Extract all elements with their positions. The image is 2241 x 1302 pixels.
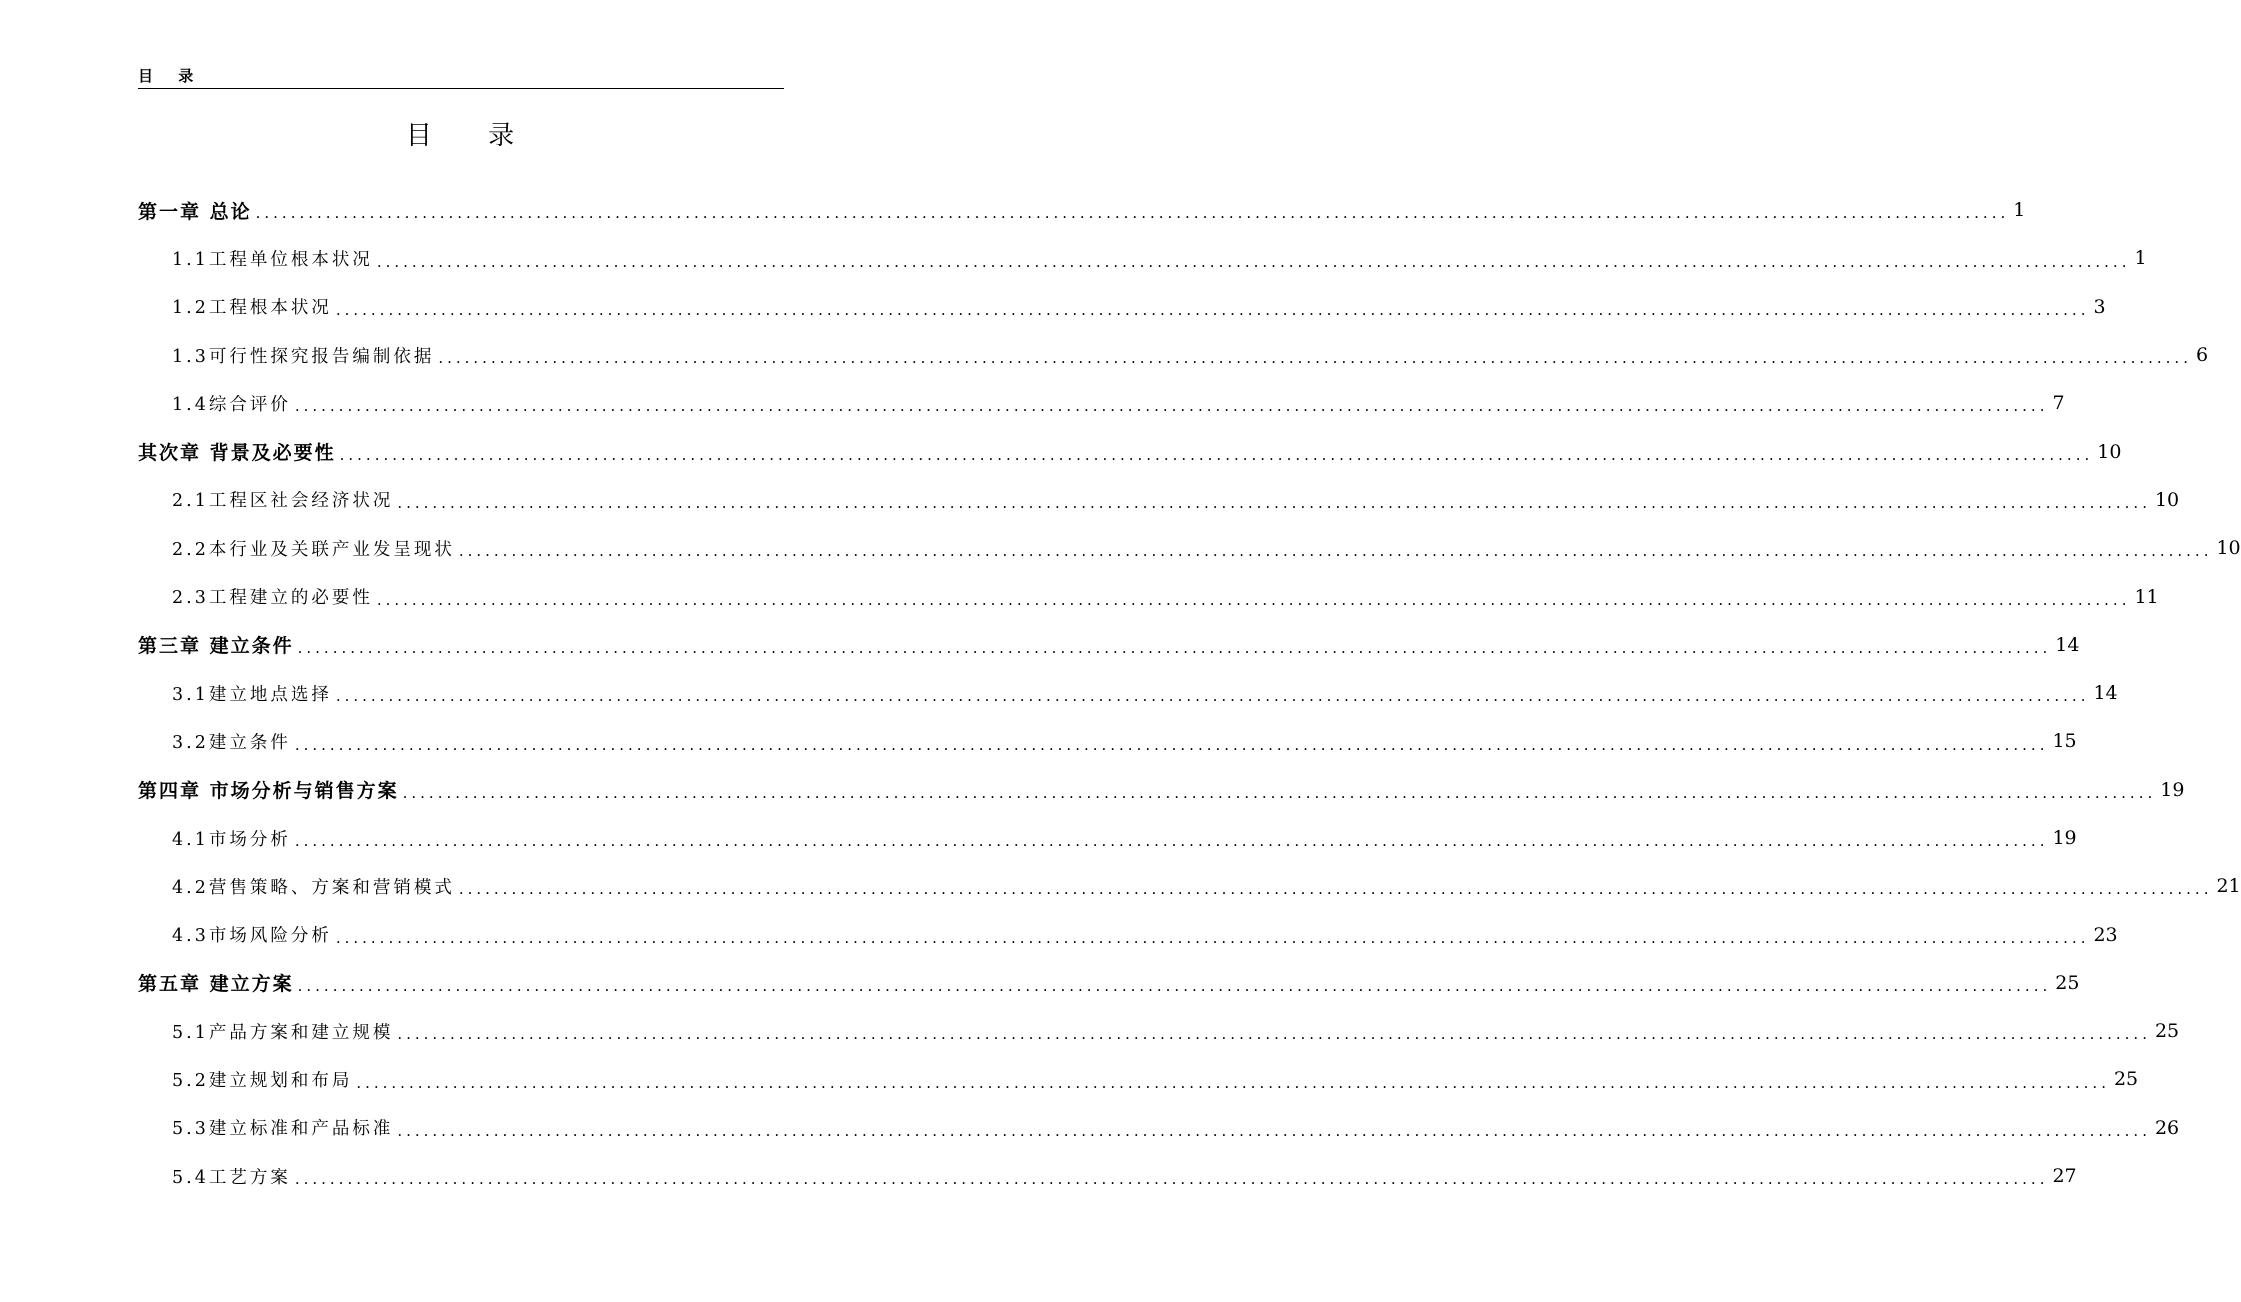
toc-section-entry[interactable] bbox=[138, 283, 2106, 331]
toc-section-entry[interactable] bbox=[138, 1007, 2180, 1055]
dot-leader: ........................................................................................................................................................................................................ bbox=[294, 735, 2049, 754]
toc-page-number: 25 bbox=[2113, 1068, 2139, 1091]
toc-entry-label: 3.2建立条件 bbox=[172, 732, 291, 753]
toc-entry-label: 2.1工程区社会经济状况 bbox=[172, 491, 394, 512]
toc-page-number: 19 bbox=[2160, 778, 2185, 801]
toc-page-number: 27 bbox=[2052, 1165, 2077, 1188]
toc-page-number: 10 bbox=[2216, 537, 2241, 560]
toc-page-number: 23 bbox=[2093, 923, 2118, 946]
toc-chapter-entry[interactable] bbox=[138, 621, 2080, 669]
toc-entry-label: 4.3市场风险分析 bbox=[172, 926, 332, 947]
toc-entry-label: 1.1工程单位根本状况 bbox=[172, 249, 373, 270]
dot-leader: ........................................................................................................................................................................................................ bbox=[376, 252, 2131, 271]
dot-leader: ........................................................................................................................................................................................................ bbox=[356, 1073, 2110, 1092]
toc-entry-label: 5.2建立规划和布局 bbox=[172, 1070, 353, 1091]
toc-entry-label: 第四章 市场分析与销售方案 bbox=[138, 780, 399, 803]
dot-leader: ........................................................................................................................................................................................................ bbox=[297, 638, 2052, 657]
dot-leader: ........................................................................................................................................................................................................ bbox=[297, 977, 2052, 996]
toc-section-entry[interactable] bbox=[138, 1055, 2139, 1103]
toc-page-number: 11 bbox=[2134, 585, 2159, 608]
toc-section-entry[interactable] bbox=[138, 717, 2077, 765]
toc-entry-label: 第五章 建立方案 bbox=[138, 973, 294, 996]
table-of-contents bbox=[138, 186, 2241, 1200]
toc-section-entry[interactable] bbox=[138, 331, 2209, 379]
dot-leader: ........................................................................................................................................................................................................ bbox=[397, 1121, 2151, 1140]
toc-page-number: 15 bbox=[2052, 730, 2077, 753]
toc-page-number: 10 bbox=[2154, 488, 2180, 511]
toc-section-entry[interactable] bbox=[138, 379, 2065, 427]
dot-leader: ........................................................................................................................................................................................................ bbox=[402, 783, 2157, 802]
dot-leader: ........................................................................................................................................................................................................ bbox=[458, 880, 2213, 899]
toc-entry-label: 2.3工程建立的必要性 bbox=[172, 588, 373, 609]
toc-section-entry[interactable] bbox=[138, 234, 2147, 282]
dot-leader: ........................................................................................................................................................................................................ bbox=[397, 494, 2151, 513]
dot-leader: ........................................................................................................................................................................................................ bbox=[335, 300, 2090, 319]
toc-chapter-entry[interactable] bbox=[138, 959, 2080, 1007]
dot-leader: ........................................................................................................................................................................................................ bbox=[294, 832, 2049, 851]
toc-page-number: 10 bbox=[2097, 440, 2122, 463]
dot-leader: ........................................................................................................................................................................................................ bbox=[397, 1025, 2151, 1044]
toc-page-number: 7 bbox=[2052, 392, 2065, 415]
toc-page-number: 14 bbox=[2093, 682, 2118, 705]
toc-chapter-entry[interactable] bbox=[138, 766, 2185, 814]
toc-section-entry[interactable] bbox=[138, 1152, 2077, 1200]
toc-page-number: 14 bbox=[2055, 633, 2080, 656]
toc-page-number: 3 bbox=[2093, 295, 2106, 318]
toc-section-entry[interactable] bbox=[138, 1104, 2180, 1152]
toc-section-entry[interactable] bbox=[138, 524, 2241, 572]
toc-entry-label: 1.2工程根本状况 bbox=[172, 298, 332, 319]
dot-leader: ........................................................................................................................................................................................................ bbox=[438, 349, 2192, 368]
toc-section-entry[interactable] bbox=[138, 910, 2118, 958]
toc-section-entry[interactable] bbox=[138, 572, 2159, 620]
toc-entry-label: 第一章 总论 bbox=[138, 200, 252, 223]
toc-entry-label: 第三章 建立条件 bbox=[138, 635, 294, 658]
toc-section-entry[interactable] bbox=[138, 476, 2180, 524]
toc-entry-label: 4.2营售策略、方案和营销模式 bbox=[172, 877, 455, 898]
toc-entry-label: 4.1市场分析 bbox=[172, 829, 291, 850]
page-title: 目 录 bbox=[405, 121, 539, 151]
toc-page-number: 1 bbox=[2013, 199, 2026, 222]
toc-page-number: 21 bbox=[2216, 875, 2241, 898]
toc-page-number: 6 bbox=[2195, 344, 2209, 367]
toc-chapter-entry[interactable] bbox=[138, 427, 2122, 475]
dot-leader: ........................................................................................................................................................................................................ bbox=[458, 542, 2213, 561]
toc-entry-label: 5.3建立标准和产品标准 bbox=[172, 1119, 394, 1140]
dot-leader: ........................................................................................................................................................................................................ bbox=[294, 1170, 2049, 1189]
toc-entry-label: 1.3可行性探究报告编制依据 bbox=[172, 346, 435, 367]
dot-leader: ........................................................................................................................................................................................................ bbox=[335, 687, 2090, 706]
toc-page-number: 1 bbox=[2134, 247, 2147, 270]
toc-page-number: 19 bbox=[2052, 827, 2077, 849]
toc-section-entry[interactable] bbox=[138, 814, 2077, 862]
dot-leader: ........................................................................................................................................................................................................ bbox=[294, 397, 2049, 416]
toc-chapter-entry[interactable] bbox=[138, 186, 2026, 234]
dot-leader: ........................................................................................................................................................................................................ bbox=[339, 445, 2094, 464]
running-header: 目 录 bbox=[138, 64, 784, 89]
toc-entry-label: 5.1产品方案和建立规模 bbox=[172, 1022, 394, 1043]
toc-section-entry[interactable] bbox=[138, 862, 2241, 910]
dot-leader: ........................................................................................................................................................................................................ bbox=[376, 590, 2131, 609]
toc-entry-label: 1.4综合评价 bbox=[172, 394, 291, 415]
toc-page-number: 25 bbox=[2055, 971, 2080, 994]
toc-entry-label: 其次章 背景及必要性 bbox=[138, 442, 336, 465]
toc-section-entry[interactable] bbox=[138, 669, 2118, 717]
toc-page-number: 25 bbox=[2154, 1020, 2180, 1043]
toc-entry-label: 2.2本行业及关联产业发呈现状 bbox=[172, 539, 455, 560]
toc-entry-label: 5.4工艺方案 bbox=[172, 1167, 291, 1188]
toc-entry-label: 3.1建立地点选择 bbox=[172, 684, 332, 705]
toc-page-number: 26 bbox=[2154, 1116, 2180, 1139]
dot-leader: ........................................................................................................................................................................................................ bbox=[255, 204, 2010, 223]
dot-leader: ........................................................................................................................................................................................................ bbox=[335, 928, 2090, 947]
